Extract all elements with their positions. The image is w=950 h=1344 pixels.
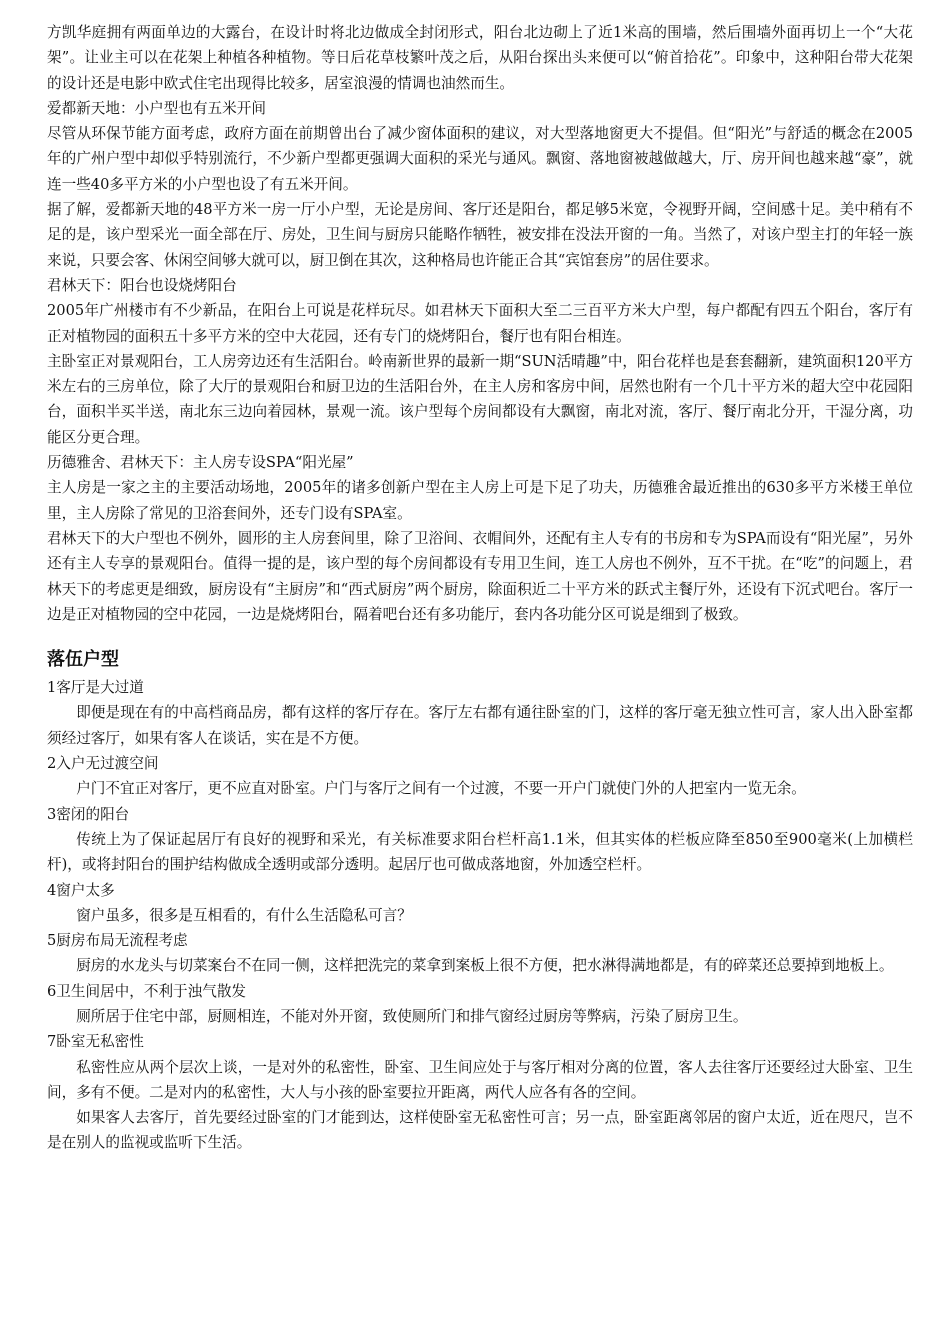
item-body: 如果客人去客厅，首先要经过卧室的门才能到达，这样使卧室无私密性可言；另一点，卧室距离邻居的窗户太近，近在咫尺，岂不是在别人的监视或监听下生活。: [47, 1109, 913, 1152]
paragraph: 主人房是一家之主的主要活动场地，2005年的诸多创新户型在主人房上可是下足了功夫，历德雅舍最近推出的630多平方米楼王单位里，主人房除了常见的卫浴套间外，还专门设有SPA室。: [47, 479, 913, 522]
subheading: 君林天下：阳台也设烧烤阳台: [47, 276, 237, 294]
item-heading: 6卫生间居中，不利于浊气散发: [47, 982, 247, 1000]
paragraph: 方凯华庭拥有两面单边的大露台，在设计时将北边做成全封闭形式，阳台北边砌上了近1米高的围墙，然后围墙外面再切上一个“大花架”。让业主可以在花架上种植各种植物。等日后花草枝繁叶茂之后，从阳台探出头来便可以“俯首拾花”。印象中，这种阳台带大花架的设计还是电影中欧式住宅出现得比较多，居室浪漫的情调也油然而生。: [47, 24, 913, 92]
item-heading: 1客厅是大过道: [47, 679, 144, 697]
paragraph: 主卧室正对景观阳台，工人房旁边还有生活阳台。岭南新世界的最新一期“SUN活晴趣”中，阳台花样也是套套翻新，建筑面积120平方米左右的三房单位，除了大厅的景观阳台和厨卫边的生活阳台外，在主人房和客房中间，居然也附有一个几十平方米的超大空中花园阳台，面积半买半送，南北东三边向着园林，景观一流。该户型每个房间都设有大飘窗，南北对流，客厅、餐厅南北分开，干湿分离，功能区分更合理。: [47, 352, 913, 446]
item-heading: 5厨房布局无流程考虑: [47, 932, 188, 950]
paragraph: 君林天下的大户型也不例外，圆形的主人房套间里，除了卫浴间、衣帽间外，还配有主人专有的书房和专为SPA而设有“阳光屋”，另外还有主人专享的景观阳台。值得一提的是，该户型的每个房间都设有专用卫生间，连工人房也不例外，互不干扰。在“吃”的问题上，君林天下的考虑更是细致，厨房设有“主厨房”和“西式厨房”两个厨房，除面积近二十平方米的跃式主餐厅外，还设有下沉式吧台。客厅一边是正对植物园的空中花园，一边是烧烤阳台，隔着吧台还有多功能厅，套内各功能分区可说是细到了极致。: [47, 529, 913, 623]
subheading: 历德雅舍、君林天下：主人房专设SPA“阳光屋”: [47, 454, 354, 472]
item-body: 窗户虽多，很多是互相看的，有什么生活隐私可言？: [76, 906, 412, 924]
subheading: 爱都新天地：小户型也有五米开间: [47, 99, 266, 117]
item-heading: 7卧室无私密性: [47, 1033, 144, 1051]
item-heading: 4窗户太多: [47, 881, 115, 899]
document-page: [47, 20, 913, 1156]
item-body: 即便是现在有的中高档商品房，都有这样的客厅存在。客厅左右都有通往卧室的门，这样的客厅毫无独立性可言，家人出入卧室都须经过客厅，如果有客人在谈话，实在是不方便。: [47, 704, 913, 747]
item-body: 户门不宜正对客厅，更不应直对卧室。户门与客厅之间有一个过渡，不要一开户门就使门外的人把室内一览无余。: [76, 780, 806, 798]
paragraph: 据了解，爱都新天地的48平方米一房一厅小户型，无论是房间、客厅还是阳台，都足够5米宽，令视野开阔，空间感十足。美中稍有不足的是，该户型采光一面全部在厅、房处，卫生间与厨房只能略作牺牲，被安排在没法开窗的一角。当然了，对该户型主打的年轻一族来说，只要会客、休闲空间够大就可以，厨卫倒在其次，这种格局也许能正合其“宾馆套房”的居住要求。: [47, 201, 913, 269]
item-body: 私密性应从两个层次上谈，一是对外的私密性，卧室、卫生间应处于与客厅相对分离的位置，客人去往客厅还要经过大卧室、卫生间，多有不便。二是对内的私密性，大人与小孩的卧室要拉开距离，两代人应各有各的空间。: [47, 1058, 913, 1101]
item-heading: 3密闭的阳台: [47, 805, 130, 823]
section-title: 落伍户型: [47, 649, 119, 671]
item-body: 传统上为了保证起居厅有良好的视野和采光，有关标准要求阳台栏杆高1.1米，但其实体的栏板应降至850至900毫米(上加横栏杆)，或将封阳台的围护结构做成全透明或部分透明。起居厅也可做成落地窗，外加透空栏杆。: [47, 830, 913, 874]
item-body: 厕所居于住宅中部，厨厕相连，不能对外开窗，致使厕所门和排气窗经过厨房等弊病，污染了厨房卫生。: [76, 1007, 748, 1025]
item-body: 厨房的水龙头与切菜案台不在同一侧，这样把洗完的菜拿到案板上很不方便，把水淋得满地都是，有的碎菜还总要掉到地板上。: [76, 957, 894, 975]
item-heading: 2入户无过渡空间: [47, 755, 159, 773]
paragraph: 尽管从环保节能方面考虑，政府方面在前期曾出台了减少窗体面积的建议，对大型落地窗更大不提倡。但“阳光”与舒适的概念在2005年的广州户型中却似乎特别流行，不少新户型都更强调大面积的采光与通风。飘窗、落地窗被越做越大，厅、房开间也越来越“豪”，就连一些40多平方米的小户型也设了有五米开间。: [47, 125, 913, 193]
paragraph: 2005年广州楼市有不少新品，在阳台上可说是花样玩尽。如君林天下面积大至二三百平方米大户型，每户都配有四五个阳台，客厅有正对植物园的面积五十多平方米的空中大花园，还有专门的烧烤阳台，餐厅也有阳台相连。: [47, 302, 913, 345]
